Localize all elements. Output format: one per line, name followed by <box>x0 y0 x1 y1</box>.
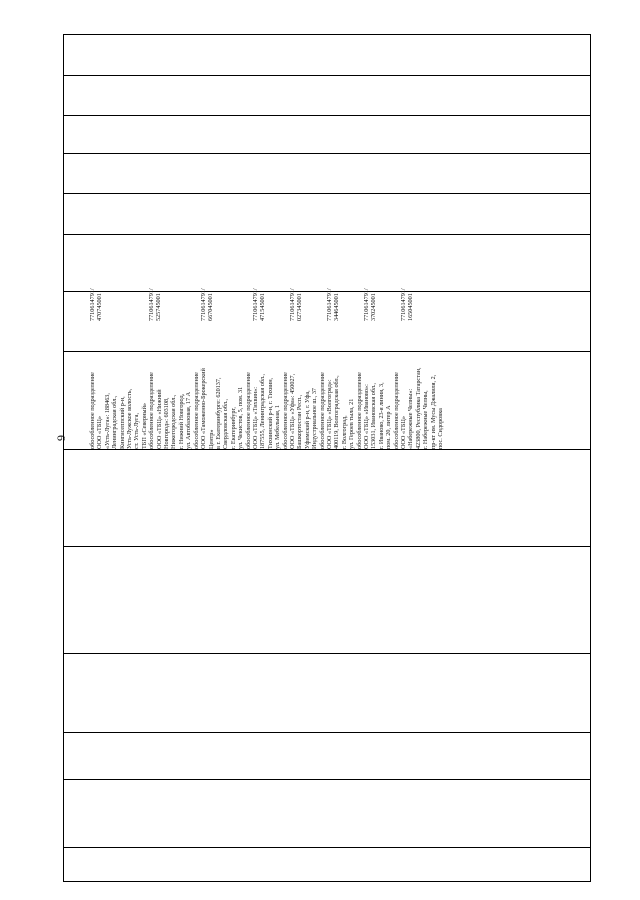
address-line: Уфимский р-н, г. Уфа, <box>303 390 311 449</box>
kpp-value: 471545001 <box>259 293 267 321</box>
address-line: обособленное подразделение <box>148 372 156 449</box>
table-row-divider <box>64 193 590 194</box>
inn-kpp-code <box>363 288 378 321</box>
kpp-value: 667045001 <box>207 293 215 321</box>
inn-value: 7710614791/ <box>148 288 155 321</box>
table-row-divider <box>64 546 590 547</box>
inn-value: 7710614791/ <box>252 288 259 321</box>
address-line: 187555, Ленинградская обл., <box>259 373 267 449</box>
address-line: г. Иваново, 23-я линия, 3, <box>377 382 385 449</box>
inn-kpp-code <box>326 288 341 321</box>
address-line: 400119, Волгоградская обл., <box>333 375 341 449</box>
inn-value: 7710614791/ <box>289 288 296 321</box>
address-line: обособленное подразделение <box>192 372 200 449</box>
address-line: в г. Екатеринбурге: 620137, <box>214 377 222 449</box>
page-number: 9 <box>54 435 68 441</box>
address-line: пр-кт им. Мусы Джалиля, 2, <box>429 374 437 449</box>
address-line: ООО «ТБЦ» «Волгоград»: <box>326 379 333 449</box>
inn-value: 7710614791/ <box>400 288 407 321</box>
address-line: Тихвинский р-н, г. Тихвин, <box>266 377 274 449</box>
address-line: обособленное подразделение <box>244 372 252 449</box>
table-row-divider <box>64 847 590 848</box>
address-line: г. Набережные Челны, <box>422 390 430 449</box>
kpp-value: 027345001 <box>296 293 304 321</box>
address-line: обособленное подразделение <box>89 372 96 449</box>
address-line: Свердловская обл., <box>222 398 230 449</box>
address-line: «Набережные Челны»: <box>407 388 415 449</box>
kpp-value: 470745001 <box>96 293 104 321</box>
inn-kpp-code <box>89 288 104 321</box>
address-line: ул. Мебельная, 1 <box>274 405 282 449</box>
inn-kpp-code <box>252 288 267 321</box>
address-line: ст. Усть-Луга, <box>133 412 141 449</box>
inn-kpp-code <box>400 288 415 321</box>
address-line: обособленное подразделение <box>281 372 289 449</box>
kpp-value: 344645001 <box>333 293 341 321</box>
address-line: «Усть-Луга»: 188463, <box>103 393 111 449</box>
table-row-divider <box>64 779 590 780</box>
address-line: 423800, Республика Татарстан, <box>414 367 422 449</box>
inn-value: 7710614791/ <box>89 288 96 321</box>
address-line: ул. Автобазовая, 17 А <box>185 391 193 449</box>
address-line: Индустриальное ш., 37 <box>311 387 319 449</box>
address-line: ООО «ТБЦ» «Иваново»: <box>363 384 371 449</box>
address-line: Башкортостан Респ., <box>296 394 304 449</box>
kpp-value: 525745001 <box>155 293 163 321</box>
table-row-divider <box>64 153 590 154</box>
table-row-divider <box>64 351 590 352</box>
address-line: ООО «Таможенно-Брокерский <box>200 368 208 449</box>
table-row-divider <box>64 732 590 733</box>
address-line: обособленное подразделение <box>392 372 400 449</box>
address-line: г. Екатеринбург, <box>229 407 237 449</box>
address-line: ул. Героев тыла, 21 <box>348 398 356 449</box>
address-line: Нижегородская обл., <box>170 394 178 449</box>
inn-kpp-code <box>289 288 304 321</box>
list-item <box>89 367 445 449</box>
address-line: ООО «ТБЦ» «Нижний <box>155 389 163 449</box>
address-line: ООО «ТБЦ» «Уфа»: 450027, <box>288 373 296 449</box>
table-row-divider <box>64 75 590 76</box>
inn-value: 7710614791/ <box>326 288 333 321</box>
inn-kpp-code <box>148 288 163 321</box>
kpp-value: 165045001 <box>407 293 415 321</box>
inn-value: 7710614791/ <box>200 288 207 321</box>
address-line: Усть-Лужское волость, <box>126 388 134 449</box>
table-row-divider <box>64 234 590 235</box>
address-line: ул. Чекистов, 5, пом. 31 <box>237 386 245 449</box>
address-line: ТБП «Северный» <box>140 403 148 449</box>
address-line: Новгород»: 603108, <box>163 397 171 449</box>
address-line: ООО «ТБЦ» «Тихвин»: <box>251 387 259 449</box>
address-line: Центр» <box>207 429 215 449</box>
table <box>63 34 591 882</box>
kpp-value: 370245001 <box>370 293 378 321</box>
inn-kpp-code <box>200 288 215 321</box>
table-row-divider <box>64 653 590 654</box>
address-line: Ленинградская обл., <box>111 395 119 449</box>
address-line: г. Волгоград, <box>340 415 348 449</box>
address-line: Кингисеппский р-н, <box>118 396 126 449</box>
table-row-divider <box>64 115 590 116</box>
address-line: обособленное подразделение <box>318 372 326 449</box>
address-line: 153031, Ивановская обл., <box>370 382 378 449</box>
address-line: г. Нижний Новгород, <box>177 393 185 449</box>
address-line: пос. Сидоровка <box>437 408 445 449</box>
address-line: ООО «ТБЦ» <box>400 416 408 449</box>
inn-value: 7710614791/ <box>363 288 370 321</box>
address-line: обособленное подразделение <box>355 372 363 449</box>
address-line: ООО «ТБЦ» <box>96 416 104 449</box>
address-line: пом. 20, литер А <box>385 405 393 449</box>
table-row-divider <box>64 449 590 450</box>
